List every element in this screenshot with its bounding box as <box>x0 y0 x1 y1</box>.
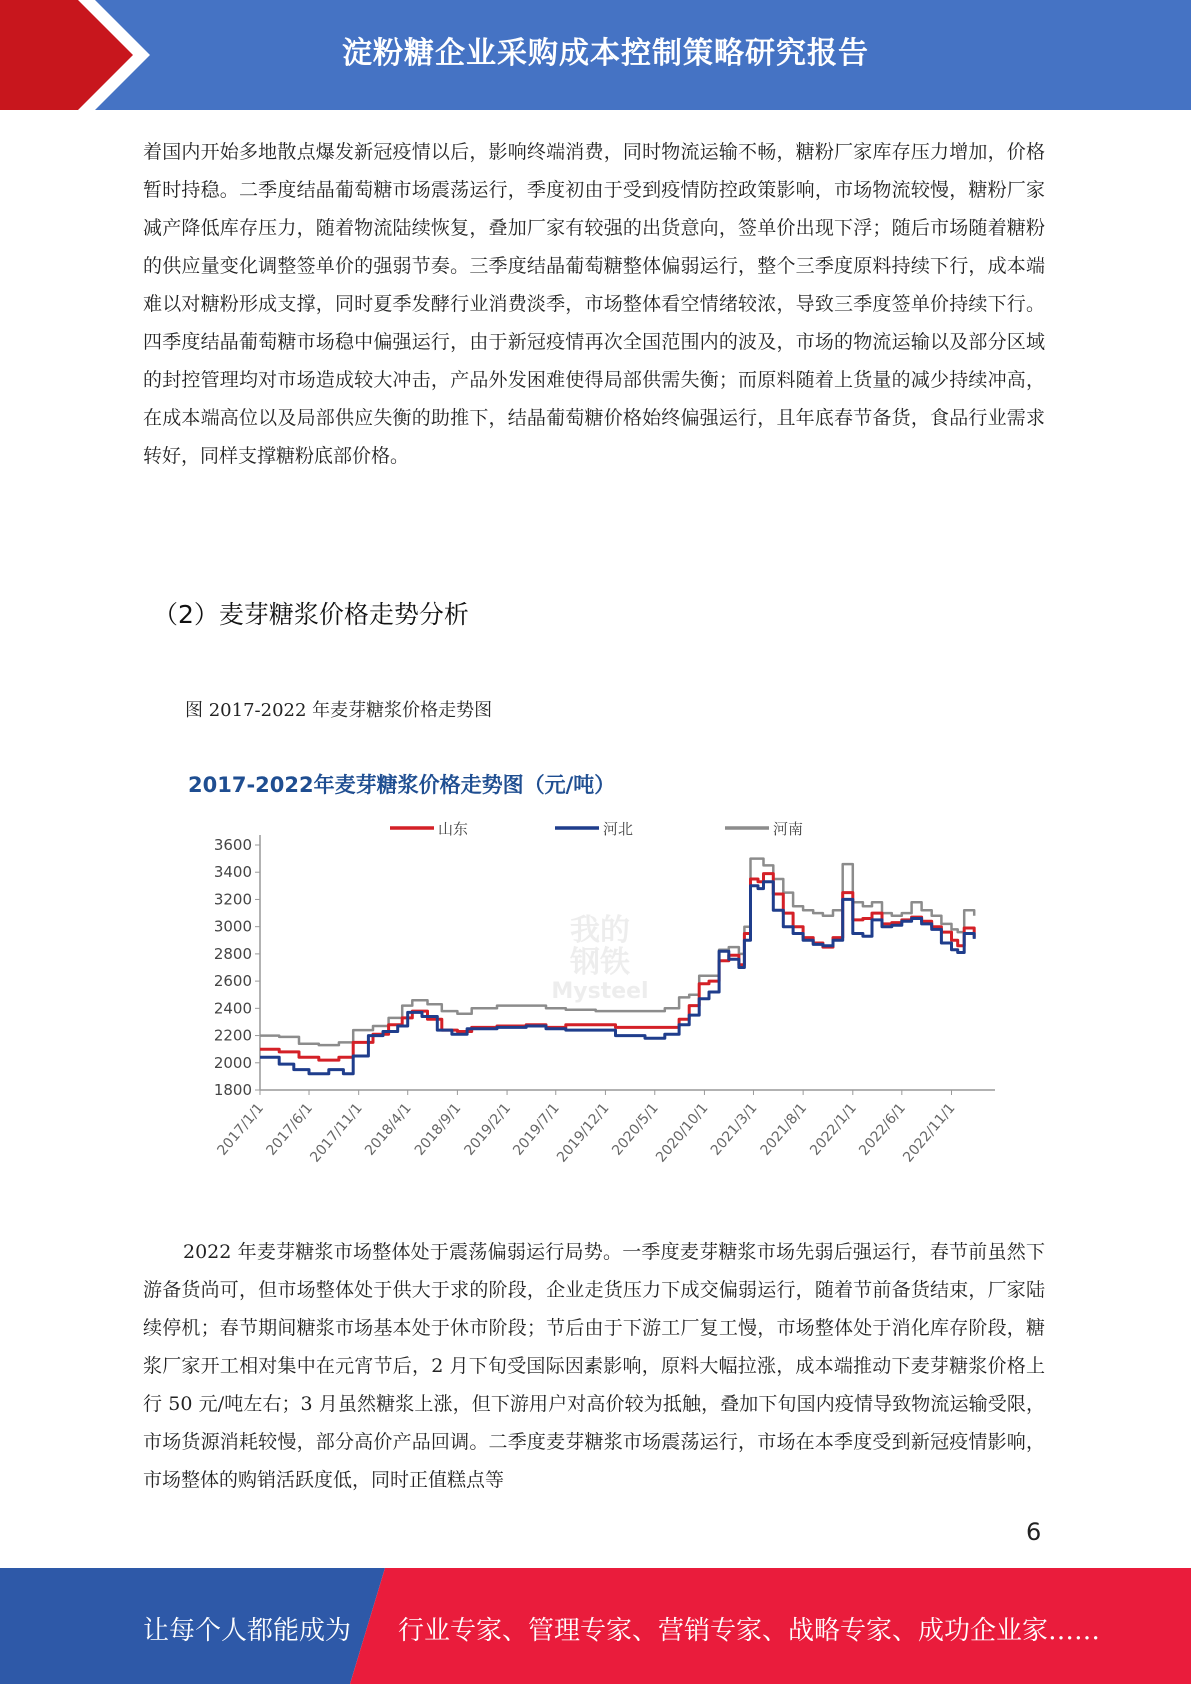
legend-label: 河北 <box>603 820 634 838</box>
page-header <box>0 0 1191 110</box>
body-paragraph-1: 着国内开始多地散点爆发新冠疫情以后，影响终端消费，同时物流运输不畅，糖粉厂家库存压力增加，价格暂时持稳。二季度结晶葡萄糖市场震荡运行，季度初由于受到疫情防控政策影响，市场物流较慢，糖粉厂家减产降低库存压力，随着物流陆续恢复，叠加厂家有较强的出货意向，签单价出现下浮；随后市场随着糖粉的供应量变化调整签单价的强弱节奏。三季度结晶葡萄糖整体偏弱运行，整个三季度原料持续下行，成本端难以对糖粉形成支撑，同时夏季发酵行业消费淡季，市场整体看空情绪较浓，导致三季度签单价持续下行。四季度结晶葡萄糖市场稳中偏强运行，由于新冠疫情再次全国范围内的波及，市场的物流运输以及部分区域的封控管理均对市场造成较大冲击，产品外发困难使得局部供需失衡；而原料随着上货量的减少持续冲高，在成本端高位以及局部供应失衡的助推下，结晶葡萄糖价格始终偏强运行，且年底春节备货，食品行业需求转好，同样支撑糖粉底部价格。 <box>143 141 1045 467</box>
x-tick-label: 2017/11/1 <box>307 1100 366 1166</box>
y-tick-label: 2000 <box>213 1053 252 1072</box>
x-tick-label: 2022/1/1 <box>807 1100 860 1159</box>
y-tick-label: 2400 <box>213 999 252 1018</box>
watermark-text: Mysteel <box>551 979 649 1004</box>
x-tick-label: 2018/4/1 <box>362 1100 415 1159</box>
watermark-text: 我的 <box>570 913 630 948</box>
x-tick-label: 2019/12/1 <box>554 1100 613 1166</box>
report-title: 淀粉糖企业采购成本控制策略研究报告 <box>342 36 869 71</box>
chart-svg <box>170 750 1030 1200</box>
x-tick-label: 2020/10/1 <box>653 1100 712 1166</box>
y-tick-label: 3600 <box>213 836 252 854</box>
x-tick-label: 2017/6/1 <box>263 1100 317 1159</box>
watermark-text: 钢铁 <box>570 945 630 980</box>
figure-caption: 图 2017-2022 年麦芽糖浆价格走势图 <box>185 700 493 721</box>
legend-label: 河南 <box>773 820 804 838</box>
footer-slogan-left: 让每个人都能成为 <box>143 1616 352 1646</box>
chart-watermark <box>551 913 648 1004</box>
page-footer <box>0 1568 1191 1684</box>
section-heading: （2）麦芽糖浆价格走势分析 <box>153 600 469 629</box>
y-tick-label: 2200 <box>213 1026 252 1045</box>
legend-label: 山东 <box>438 820 469 838</box>
x-tick-label: 2022/6/1 <box>856 1100 909 1159</box>
footer-slogan-right: 行业专家、管理专家、营销专家、战略专家、成功企业家…… <box>398 1616 1101 1646</box>
x-tick-label: 2021/3/1 <box>707 1100 761 1159</box>
x-tick-label: 2017/1/1 <box>214 1100 268 1159</box>
x-tick-label: 2021/8/1 <box>757 1100 811 1159</box>
x-tick-label: 2022/11/1 <box>900 1100 959 1166</box>
y-tick-label: 2800 <box>213 944 252 963</box>
page-number: 6 <box>1026 1518 1042 1546</box>
body-paragraph-2: 2022 年麦芽糖浆市场整体处于震荡偏弱运行局势。一季度麦芽糖浆市场先弱后强运行，春节前虽然下游备货尚可，但市场整体处于供大于求的阶段，企业走货压力下成交偏弱运行，随着节前备货结束，厂家陆续停机；春节期间糖浆市场基本处于休市阶段；节后由于下游工厂复工慢，市场整体处于消化库存阶段，糖浆厂家开工相对集中在元宵节后，2 月下旬受国际因素影响，原料大幅拉涨，成本端推动下麦芽糖浆价格上行 50 元/吨左右；3 月虽然糖浆上涨，但下游用户对高价较为抵触，叠加下旬国内疫情导致物流运输受限，市场货源消耗较慢，部分高价产品回调。二季度麦芽糖浆市场震荡运行，市场在本季度受到新冠疫情影响，市场整体的购销活跃度低，同时正值糕点等 <box>143 1241 1045 1491</box>
chart-legend <box>390 820 803 838</box>
y-tick-label: 3400 <box>213 863 252 882</box>
x-tick-label: 2018/9/1 <box>411 1100 465 1159</box>
chart-title: 2017-2022年麦芽糖浆价格走势图（元/吨） <box>188 773 616 797</box>
x-tick-label: 2020/5/1 <box>609 1100 662 1159</box>
x-tick-label: 2019/7/1 <box>510 1100 563 1159</box>
price-trend-chart <box>170 750 1030 1200</box>
y-tick-label: 3200 <box>213 890 252 909</box>
x-tick-label: 2019/2/1 <box>461 1100 515 1159</box>
y-tick-label: 1800 <box>213 1081 252 1099</box>
y-tick-label: 2600 <box>213 972 252 991</box>
y-tick-label: 3000 <box>213 917 252 936</box>
